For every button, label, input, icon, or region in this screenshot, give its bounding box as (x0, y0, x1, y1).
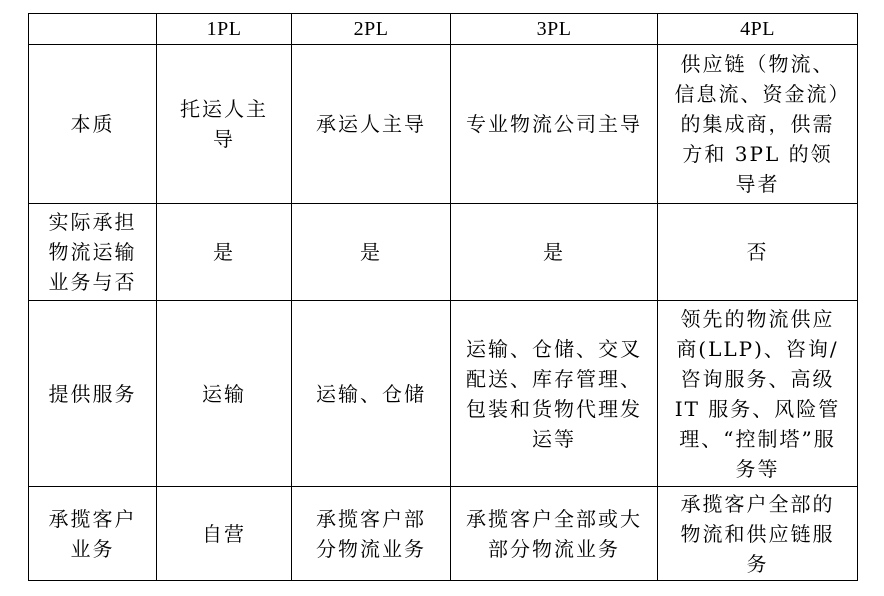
cell-business-3pl: 承揽客户全部或大部分物流业务 (451, 487, 658, 581)
cell-services-2pl: 运输、仓储 (292, 301, 451, 487)
table-row-services (29, 301, 858, 487)
table-row-customer-business (29, 487, 858, 581)
row-label-nature: 本质 (29, 45, 157, 204)
cell-actual-3pl: 是 (451, 204, 658, 301)
cell-actual-4pl: 否 (658, 204, 858, 301)
cell-services-3pl: 运输、仓储、交叉配送、库存管理、包装和货物代理发运等 (451, 301, 658, 487)
row-label-actual-transport: 实际承担物流运输业务与否 (29, 204, 157, 301)
row-label-services: 提供服务 (29, 301, 157, 487)
table-row-nature (29, 45, 858, 204)
header-1pl: 1PL (157, 14, 292, 45)
cell-actual-2pl: 是 (292, 204, 451, 301)
logistics-comparison-table (28, 13, 858, 581)
cell-services-1pl: 运输 (157, 301, 292, 487)
row-label-customer-business: 承揽客户业务 (29, 487, 157, 581)
cell-business-4pl: 承揽客户全部的物流和供应链服务 (658, 487, 858, 581)
cell-nature-1pl: 托运人主导 (157, 45, 292, 204)
header-row (29, 14, 858, 45)
cell-services-4pl: 领先的物流供应商(LLP)、咨询/咨询服务、高级 IT 服务、风险管理、“控制塔”服务等 (658, 301, 858, 487)
header-4pl: 4PL (658, 14, 858, 45)
cell-nature-2pl: 承运人主导 (292, 45, 451, 204)
cell-nature-3pl: 专业物流公司主导 (451, 45, 658, 204)
cell-business-2pl: 承揽客户部分物流业务 (292, 487, 451, 581)
header-2pl: 2PL (292, 14, 451, 45)
header-corner-cell (29, 14, 157, 45)
header-3pl: 3PL (451, 14, 658, 45)
table-row-actual-transport (29, 204, 858, 301)
cell-nature-4pl: 供应链（物流、信息流、资金流）的集成商，供需方和 3PL 的领导者 (658, 45, 858, 204)
cell-business-1pl: 自营 (157, 487, 292, 581)
cell-actual-1pl: 是 (157, 204, 292, 301)
